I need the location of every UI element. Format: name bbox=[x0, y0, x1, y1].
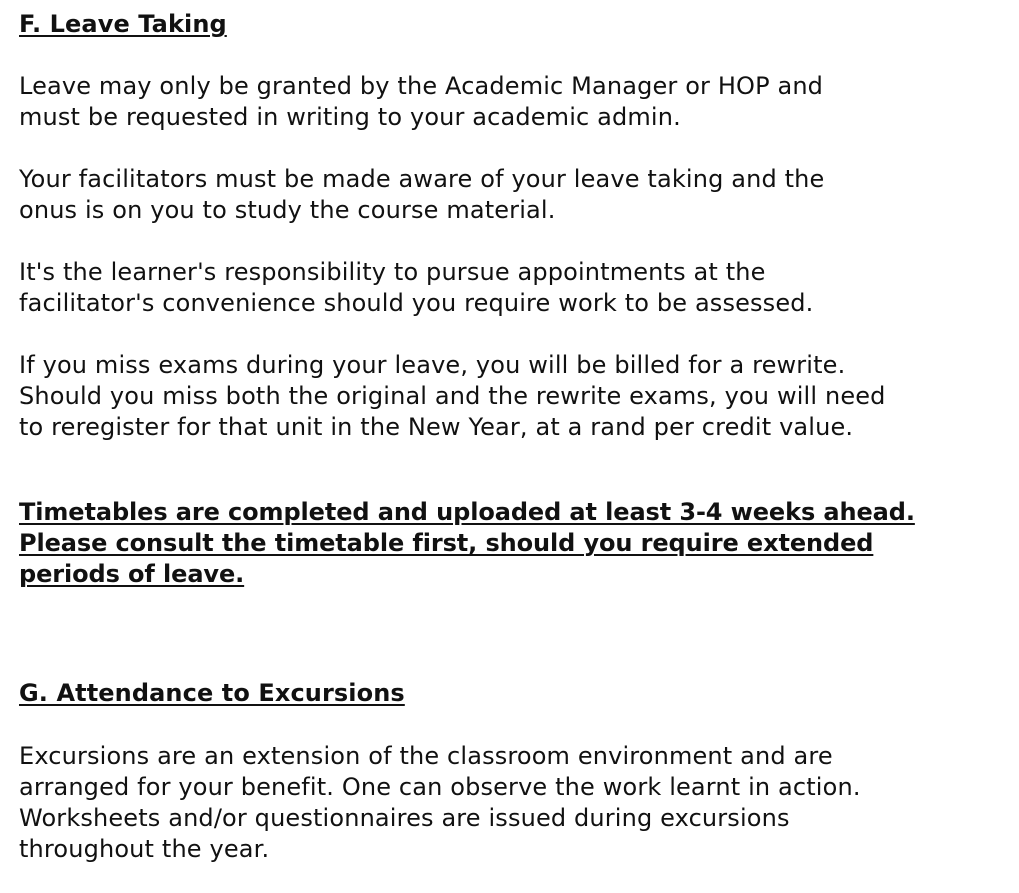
text-line: Excursions are an extension of the classroom environment and are bbox=[19, 742, 833, 770]
notice-line bbox=[19, 497, 915, 528]
notice-line bbox=[19, 559, 915, 590]
section-f-paragraph-3 bbox=[19, 257, 813, 319]
text-line: facilitator's convenience should you require work to be assessed. bbox=[19, 289, 814, 317]
section-f-paragraph-4 bbox=[19, 350, 886, 443]
notice-text: Please consult the timetable first, should you require extended bbox=[19, 529, 874, 557]
notice-line bbox=[19, 528, 915, 559]
text-line: to reregister for that unit in the New Year, at a rand per credit value. bbox=[19, 413, 854, 441]
section-g-paragraph-1 bbox=[19, 741, 861, 865]
section-f-paragraph-2 bbox=[19, 164, 824, 226]
text-line: It's the learner's responsibility to pursue appointments at the bbox=[19, 258, 766, 286]
text-line: must be requested in writing to your academic admin. bbox=[19, 103, 681, 131]
text-line: Your facilitators must be made aware of your leave taking and the bbox=[19, 165, 825, 193]
notice-text: periods of leave. bbox=[19, 560, 245, 588]
timetable-notice bbox=[19, 497, 915, 590]
section-g-heading: G. Attendance to Excursions bbox=[19, 679, 405, 707]
section-f-paragraph-1 bbox=[19, 71, 823, 133]
notice-text: Timetables are completed and uploaded at least 3-4 weeks ahead. bbox=[19, 498, 915, 526]
text-line: arranged for your benefit. One can observe the work learnt in action. bbox=[19, 773, 861, 801]
text-line: Leave may only be granted by the Academic Manager or HOP and bbox=[19, 72, 824, 100]
text-line: Worksheets and/or questionnaires are issued during excursions bbox=[19, 804, 790, 832]
text-line: If you miss exams during your leave, you will be billed for a rewrite. bbox=[19, 351, 846, 379]
section-f-heading: F. Leave Taking bbox=[19, 10, 227, 38]
text-line: onus is on you to study the course material. bbox=[19, 196, 556, 224]
text-line: throughout the year. bbox=[19, 835, 270, 863]
text-line: Should you miss both the original and the rewrite exams, you will need bbox=[19, 382, 886, 410]
